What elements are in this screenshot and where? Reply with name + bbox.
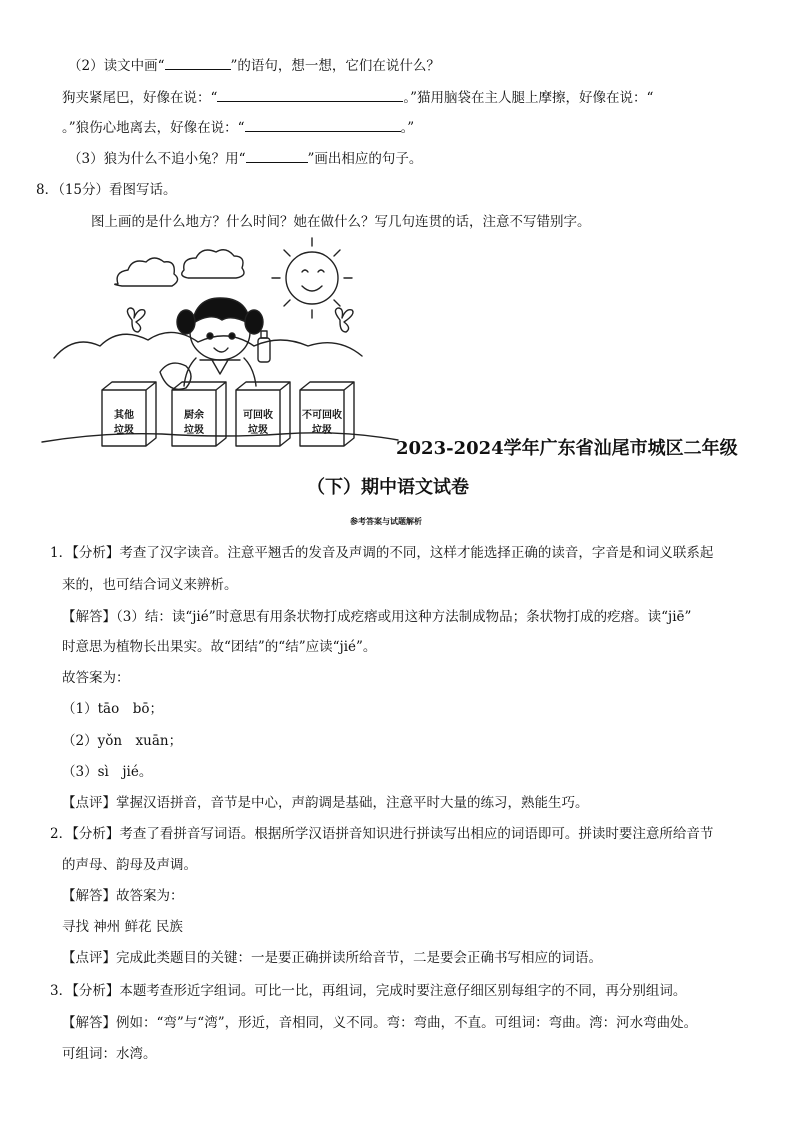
answer-blank[interactable] xyxy=(245,118,401,132)
q7-part3-label: （3）狼为什么不追小兔？用“ xyxy=(68,151,246,167)
bin-label-other: 其他 xyxy=(114,410,134,421)
a2-answer: 【解答】故答案为： xyxy=(62,888,184,904)
q7-part3-line xyxy=(68,149,422,168)
exam-title-line2: （下）期中语文试卷 xyxy=(307,477,469,498)
a3-analysis: 3．【分析】本题考查形近字组词。可比一比，再组词，完成时要注意仔细区别每组字的不同，再分别组词。 xyxy=(50,983,687,999)
svg-text:垃圾: 垃圾 xyxy=(184,425,204,436)
bin-label-kitchen: 厨余 xyxy=(184,410,204,421)
q7-part2-label: （2）读文中画“ xyxy=(68,58,165,74)
answer-blank[interactable] xyxy=(217,88,403,102)
bin-label-nonrecyclable: 不可回收 xyxy=(302,410,342,421)
cloud-middle xyxy=(182,250,244,278)
a3-answer-line2: 可组词：水湾。 xyxy=(62,1046,157,1062)
q7-dog-text: 狗夹紧尾巴，好像在说：“ xyxy=(62,90,218,106)
a1-item1: （1）tāo bō； xyxy=(62,701,163,717)
answer-key-subtitle: 参考答案与试题解析 xyxy=(350,516,422,526)
a2-analysis-line2: 的声母、韵母及声调。 xyxy=(62,857,197,873)
butterfly-right xyxy=(335,308,353,332)
a1-item2: （2）yǒn xuān； xyxy=(62,733,183,749)
q7-wolf-text: 。”狼伤心地离去，好像在说：“ xyxy=(62,120,245,136)
a1-item3: （3）sì jié。 xyxy=(62,764,153,780)
a1-so: 故答案为： xyxy=(62,670,130,686)
a2-words: 寻找 神州 鲜花 民族 xyxy=(62,919,183,935)
q7-part2-line xyxy=(68,56,440,75)
a1-answer-line1: 【解答】（3）结：读“jié”时意思有用条状物打成疙瘩或用这种方法制成物品；条状物打成的疙瘩。读“jiē” xyxy=(62,609,692,625)
a2-analysis-line1: 2．【分析】考查了看拼音写词语。根据所学汉语拼音知识进行拼读写出相应的词语即可。拼读时要注意所给音节 xyxy=(50,826,714,842)
q7-part3-rest: ”画出相应的句子。 xyxy=(307,151,423,167)
bin-label-recyclable: 可回收 xyxy=(243,410,273,421)
sun-face xyxy=(286,252,338,304)
svg-text:垃圾: 垃圾 xyxy=(312,425,332,436)
cloud-left xyxy=(115,258,178,286)
answer-blank[interactable] xyxy=(246,149,308,163)
svg-text:垃圾: 垃圾 xyxy=(248,425,268,436)
answer-blank[interactable] xyxy=(165,56,231,70)
svg-text:垃圾: 垃圾 xyxy=(114,425,134,436)
a1-analysis-line2: 来的，也可结合词义来辨析。 xyxy=(62,577,238,593)
q7-wolf-end: 。” xyxy=(400,120,415,136)
exam-title-line1: 2023-2024学年广东省汕尾市城区二年级 xyxy=(396,438,738,459)
a2-comment: 【点评】完成此类题目的关键：一是要正确拼读所给音节，二是要会正确书写相应的词语。 xyxy=(62,950,602,966)
q7-wolf-line xyxy=(62,118,414,137)
a1-comment: 【点评】掌握汉语拼音，音节是中心，声韵调是基础，注意平时大量的练习，熟能生巧。 xyxy=(62,795,589,811)
garbage-sorting-illustration xyxy=(40,232,400,452)
q7-dog-line xyxy=(62,88,653,107)
q8-prompt: 图上画的是什么地方？什么时间？她在做什么？写几句连贯的话，注意不写错别字。 xyxy=(91,214,591,230)
q8-header: 8．（15分）看图写话。 xyxy=(36,182,177,198)
a1-analysis-line1: 1．【分析】考查了汉字读音。注意平翘舌的发音及声调的不同，这样才能选择正确的读音，字音是和词义联系起 xyxy=(50,545,714,561)
a1-answer-line2: 时意思为植物长出果实。故“团结”的“结”应读“jié”。 xyxy=(62,639,377,655)
butterfly-left xyxy=(127,308,145,332)
q7-part2-rest: ”的语句，想一想，它们在说什么？ xyxy=(230,58,440,74)
a3-answer-line1: 【解答】例如：“弯”与“湾”，形近，音相同，义不同。弯：弯曲，不直。可组词：弯曲。湾：河水弯曲处。 xyxy=(62,1015,698,1031)
q7-dog-end: 。”猫用脑袋在主人腿上摩擦，好像在说：“ xyxy=(403,90,654,106)
